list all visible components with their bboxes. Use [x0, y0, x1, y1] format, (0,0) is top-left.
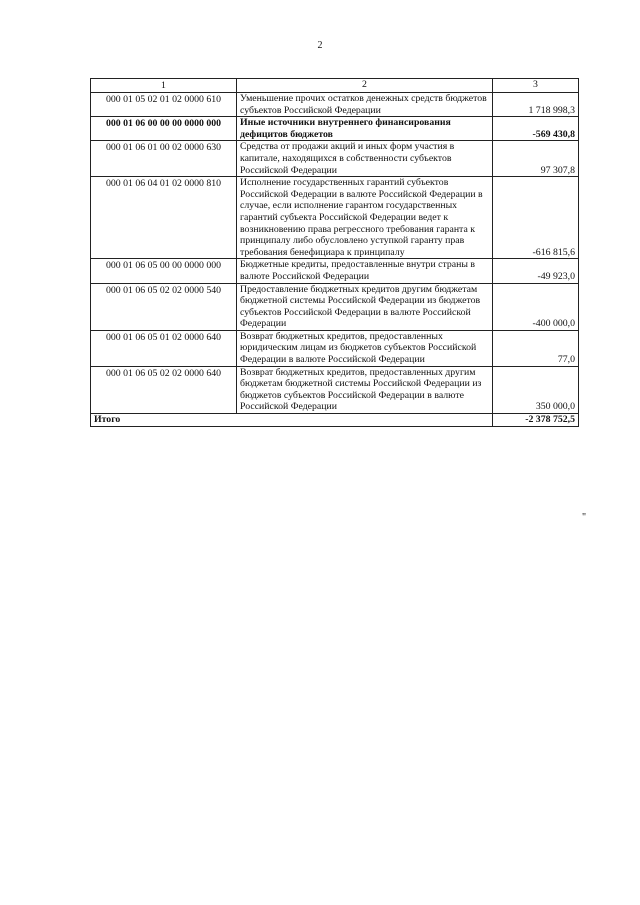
row-value: 350 000,0 — [493, 366, 579, 413]
row-code: 000 01 06 05 02 02 0000 640 — [91, 366, 237, 413]
column-header-1: 1 — [91, 79, 237, 93]
column-header-2: 2 — [237, 79, 493, 93]
row-code: 000 01 05 02 01 02 0000 610 — [91, 93, 237, 117]
row-value: -569 430,8 — [493, 117, 579, 141]
column-header-3: 3 — [493, 79, 579, 93]
closing-quote-mark: " — [582, 512, 587, 523]
table-row — [91, 283, 579, 330]
table-row — [91, 259, 579, 283]
total-row — [91, 414, 579, 427]
budget-sources-table — [90, 78, 579, 427]
row-value: 77,0 — [493, 330, 579, 366]
row-value: -49 923,0 — [493, 259, 579, 283]
total-label: Итого — [91, 414, 493, 427]
table-row — [91, 366, 579, 413]
page-number: 2 — [317, 40, 323, 51]
row-code: 000 01 06 05 01 02 0000 640 — [91, 330, 237, 366]
row-name: Исполнение государственных гарантий субъектов Российской Федерации в валюте Российской Федерации в случае, если исполнение гарантом государственных гарантий субъекта Российской Федерации ведет к возникновению права регрессного требования гаранта к принципалу либо обусловлено уступкой гаранту прав требования бенефициара к принципалу — [237, 177, 493, 259]
row-name: Иные источники внутреннего финансирования дефицитов бюджетов — [237, 117, 493, 141]
table-row — [91, 117, 579, 141]
row-name: Уменьшение прочих остатков денежных средств бюджетов субъектов Российской Федерации — [237, 93, 493, 117]
row-value: -616 815,6 — [493, 177, 579, 259]
row-code: 000 01 06 05 00 00 0000 000 — [91, 259, 237, 283]
table-row — [91, 177, 579, 259]
row-code: 000 01 06 04 01 02 0000 810 — [91, 177, 237, 259]
row-name: Средства от продажи акций и иных форм участия в капитале, находящихся в собственности субъектов Российской Федерации — [237, 141, 493, 177]
row-value: -400 000,0 — [493, 283, 579, 330]
table-header-row — [91, 79, 579, 93]
total-value: -2 378 752,5 — [493, 414, 579, 427]
row-name: Возврат бюджетных кредитов, предоставленных другим бюджетам бюджетной системы Российской Федерации из бюджетов субъектов Российской Федерации в валюте Российской Федерации — [237, 366, 493, 413]
table-row — [91, 330, 579, 366]
row-value: 1 718 998,3 — [493, 93, 579, 117]
row-code: 000 01 06 00 00 00 0000 000 — [91, 117, 237, 141]
table-row — [91, 93, 579, 117]
row-value: 97 307,8 — [493, 141, 579, 177]
row-name: Предоставление бюджетных кредитов другим бюджетам бюджетной системы Российской Федерации из бюджетов субъектов Российской Федерации в валюте Российской Федерации — [237, 283, 493, 330]
row-name: Бюджетные кредиты, предоставленные внутри страны в валюте Российской Федерации — [237, 259, 493, 283]
row-name: Возврат бюджетных кредитов, предоставленных юридическим лицам из бюджетов субъектов Российской Федерации в валюте Российской Федерации — [237, 330, 493, 366]
table-row — [91, 141, 579, 177]
row-code: 000 01 06 05 02 02 0000 540 — [91, 283, 237, 330]
row-code: 000 01 06 01 00 02 0000 630 — [91, 141, 237, 177]
